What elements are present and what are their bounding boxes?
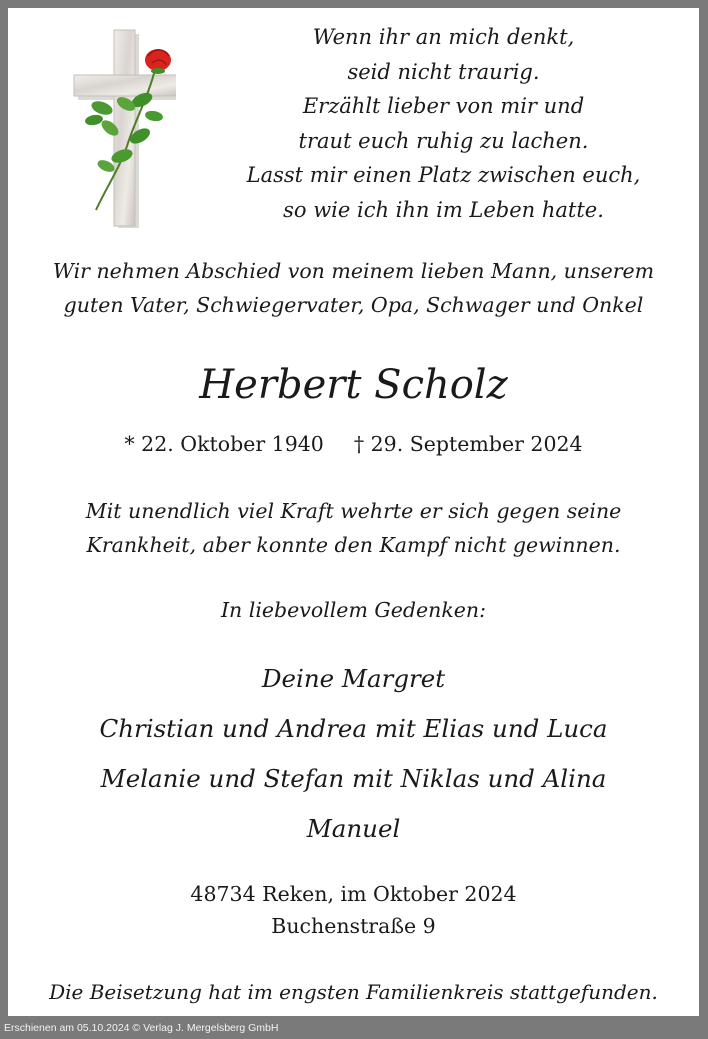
mourner-line: Melanie und Stefan mit Niklas und Alina xyxy=(100,764,607,793)
cross-with-rose-icon xyxy=(66,28,176,228)
birth-date: * 22. Oktober 1940 xyxy=(124,432,324,456)
death-date: † 29. September 2024 xyxy=(353,432,583,456)
farewell-intro xyxy=(8,254,699,322)
in-memory-heading: In liebevollem Gedenken: xyxy=(220,598,487,622)
tribute-line: Mit unendlich viel Kraft wehrte er sich gegen seine xyxy=(85,499,622,523)
address-block xyxy=(8,878,699,942)
mourner-line: Deine Margret xyxy=(261,664,446,693)
place-and-date: 48734 Reken, im Oktober 2024 xyxy=(190,882,517,906)
mourner-line: Manuel xyxy=(306,814,401,843)
life-dates xyxy=(8,428,699,460)
burial-notice: Die Beisetzung hat im engsten Familienkreis stattgefunden. xyxy=(49,980,658,1004)
poem-line: Erzählt lieber von mir und xyxy=(302,94,585,118)
poem-line: Lasst mir einen Platz zwischen euch, xyxy=(246,163,641,187)
intro-line: guten Vater, Schwiegervater, Opa, Schwager und Onkel xyxy=(63,293,644,317)
intro-line: Wir nehmen Abschied von meinem lieben Mann, unserem xyxy=(52,259,655,283)
mourner-line: Christian und Andrea mit Elias und Luca xyxy=(99,714,608,743)
obituary-notice xyxy=(8,8,699,1016)
tribute-text xyxy=(8,494,699,562)
poem-line: seid nicht traurig. xyxy=(347,59,540,84)
poem-line: traut euch ruhig zu lachen. xyxy=(298,128,589,153)
street-address: Buchenstraße 9 xyxy=(271,914,436,938)
deceased-name: Herbert Scholz xyxy=(199,362,508,408)
tribute-line: Krankheit, aber konnte den Kampf nicht gewinnen. xyxy=(86,533,621,557)
mourners-list xyxy=(8,654,699,854)
poem-line: so wie ich ihn im Leben hatte. xyxy=(283,197,604,222)
poem-line: Wenn ihr an mich denkt, xyxy=(312,25,575,49)
poem xyxy=(208,20,679,227)
publication-footer: Erschienen am 05.10.2024 © Verlag J. Mergelsberg GmbH xyxy=(4,1022,279,1034)
